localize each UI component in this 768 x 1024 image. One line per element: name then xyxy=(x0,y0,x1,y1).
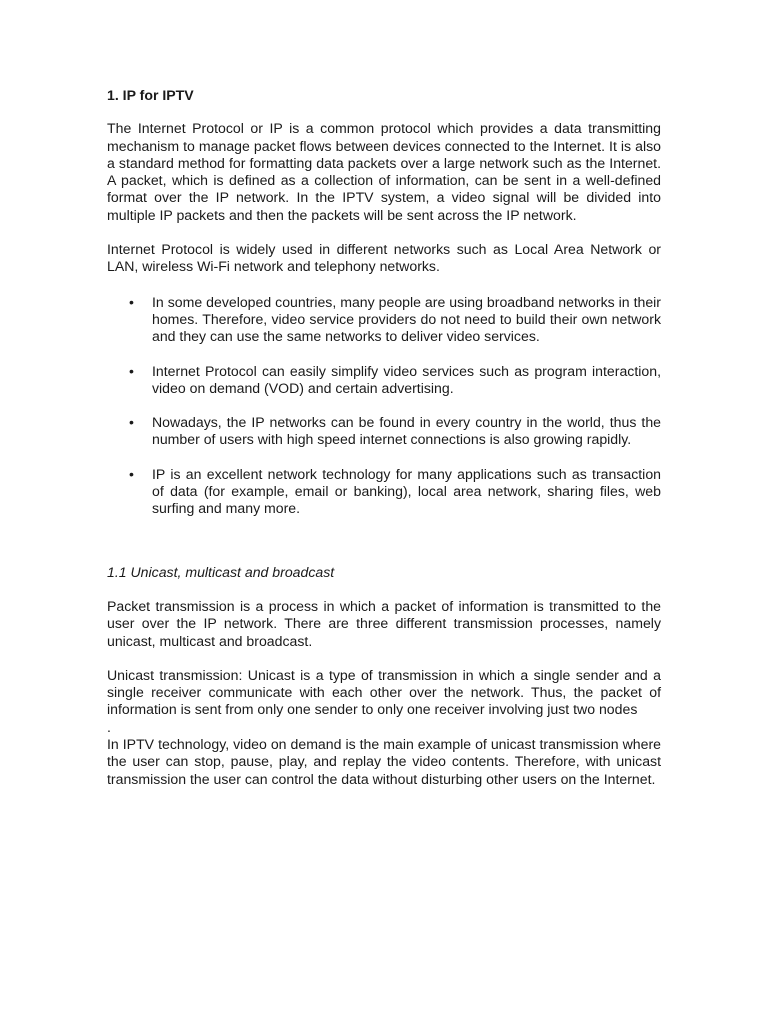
iptv-vod-paragraph: In IPTV technology, video on demand is the main example of unicast transmission where the user can stop, pause, play, and replay the video contents. Therefore, with unicast transmission the user can control the data without disturbing other users on the Internet. xyxy=(107,736,661,787)
usage-paragraph: Internet Protocol is widely used in different networks such as Local Area Network or LAN, wireless Wi-Fi network and telephony networks. xyxy=(107,241,661,275)
unicast-paragraph: Unicast transmission: Unicast is a type of transmission in which a single sender and a single receiver communicate with each other over the network. Thus, the packet of information is sent from only one sender to only one receiver involving just two nodes xyxy=(107,666,661,718)
bullet-icon: • xyxy=(129,414,134,431)
stray-period: . xyxy=(107,718,111,735)
list-item xyxy=(107,466,661,518)
subsection-heading: 1.1 Unicast, multicast and broadcast xyxy=(107,563,335,580)
bullet-list xyxy=(107,294,661,518)
list-item-text: In some developed countries, many people are using broadband networks in their homes. Therefore, video service providers do not need to build their own network and they can use the same networks to deliver video services. xyxy=(152,293,661,345)
list-item xyxy=(107,414,661,449)
packet-transmission-paragraph: Packet transmission is a process in which a packet of information is transmitted to the user over the IP network. There are three different transmission processes, namely unicast, multicast and broadcast. xyxy=(107,597,661,649)
list-item-text: IP is an excellent network technology for many applications such as transaction of data (for example, email or banking), local area network, sharing files, web surfing and many more. xyxy=(152,465,661,517)
bullet-icon: • xyxy=(129,465,134,482)
list-item xyxy=(107,363,661,398)
list-item xyxy=(107,294,661,346)
bullet-icon: • xyxy=(129,293,134,310)
document-page xyxy=(107,87,661,788)
list-item-text: Internet Protocol can easily simplify video services such as program interaction, video on demand (VOD) and certain advertising. xyxy=(152,362,661,396)
list-item-text: Nowadays, the IP networks can be found in every country in the world, thus the number of users with high speed internet connections is also growing rapidly. xyxy=(152,414,661,448)
section-heading: 1. IP for IPTV xyxy=(107,87,194,103)
bullet-icon: • xyxy=(129,362,134,379)
intro-paragraph: The Internet Protocol or IP is a common protocol which provides a data transmitting mechanism to manage packet flows between devices connected to the Internet. It is also a standard method for formatting data packets over a large network such as the Internet. A packet, which is defined as a collection of information, can be sent in a well-defined format over the IP network. In the IPTV system, a video signal will be divided into multiple IP packets and then the packets will be sent across the IP network. xyxy=(107,120,661,223)
